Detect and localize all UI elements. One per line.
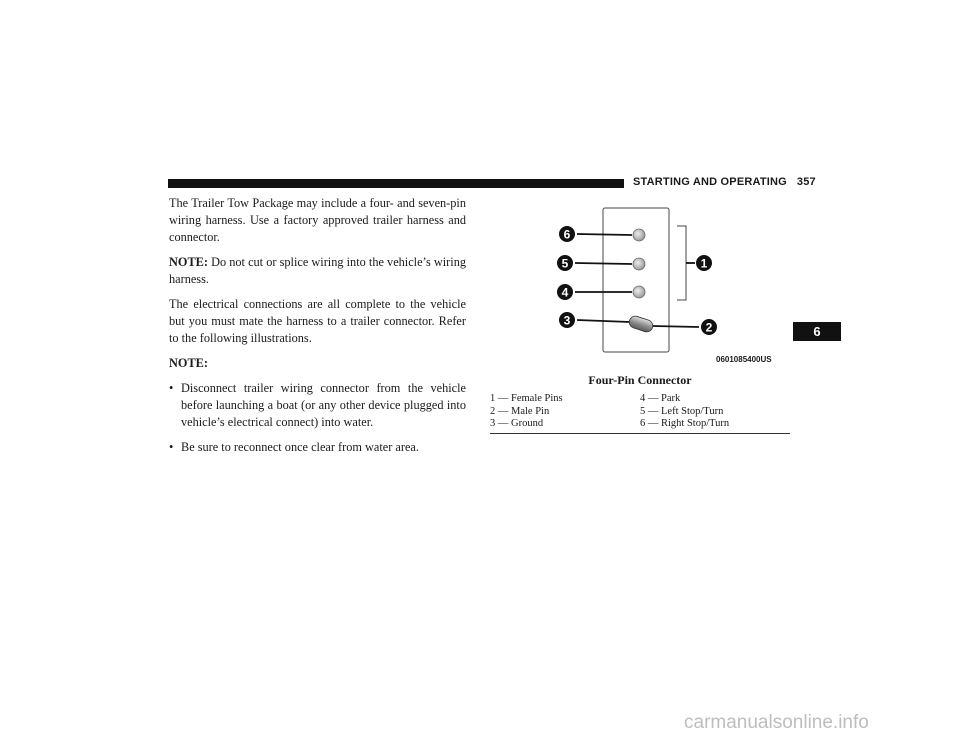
list-item <box>169 380 466 431</box>
leader-2 <box>653 326 699 327</box>
legend-item: 1 — Female Pins <box>490 393 563 404</box>
callout-2: 2 <box>705 320 713 335</box>
legend-item: 3 — Ground <box>490 418 544 429</box>
note-label: NOTE: <box>169 255 208 269</box>
bullet-list <box>169 380 466 456</box>
note-text: Do not cut or splice wiring into the vehicle’s wiring harness. <box>169 255 466 286</box>
bullet-text: Be sure to reconnect once clear from water area. <box>181 440 419 454</box>
note-heading: NOTE: <box>169 356 208 370</box>
bullet-icon: • <box>169 381 174 395</box>
legend-item: 6 — Right Stop/Turn <box>640 418 730 429</box>
leader-6 <box>577 234 632 235</box>
leader-5 <box>575 263 632 264</box>
watermark: carmanualsonline.info <box>684 712 869 733</box>
legend-item: 2 — Male Pin <box>490 405 550 417</box>
female-pins-bracket <box>677 226 686 300</box>
callout-3: 3 <box>563 313 571 328</box>
connector-illustration <box>490 198 790 370</box>
connection-paragraph: The electrical connections are all complete to the vehicle but you must mate the harness to a trailer connector. Refer to the following illustrations. <box>169 297 466 345</box>
figure-legend <box>490 393 790 434</box>
intro-paragraph: The Trailer Tow Package may include a four- and seven-pin wiring harness. Use a factory approved trailer harness and connector. <box>169 196 466 244</box>
pin-right-stop-turn <box>633 229 645 241</box>
figure-caption: Four-Pin Connector <box>588 373 692 387</box>
chapter-tab: 6 <box>793 322 841 341</box>
callout-6: 6 <box>563 227 571 242</box>
bullet-icon: • <box>169 440 174 454</box>
running-header <box>633 176 816 188</box>
male-ground-pin <box>628 315 655 334</box>
bullet-text: Disconnect trailer wiring connector from the vehicle before launching a boat (or any other device plugged into vehicle’s electrical connect) into water. <box>181 381 466 429</box>
figure-code: 0601085400US <box>716 355 772 364</box>
note-paragraph <box>169 254 466 288</box>
body-text <box>169 195 466 464</box>
callout-4: 4 <box>561 285 569 300</box>
list-item <box>169 439 466 456</box>
legend-row <box>490 406 790 419</box>
legend-item: 4 — Park <box>640 393 681 404</box>
legend-row <box>490 418 790 431</box>
legend-row <box>490 393 790 406</box>
callout-1: 1 <box>700 256 708 271</box>
section-title: STARTING AND OPERATING <box>633 176 787 188</box>
connector-diagram <box>490 198 790 370</box>
pin-left-stop-turn <box>633 258 645 270</box>
callout-5: 5 <box>561 256 569 271</box>
legend-item: 5 — Left Stop/Turn <box>640 405 724 417</box>
leader-3 <box>577 320 630 322</box>
header-rule <box>168 179 624 188</box>
page-number: 357 <box>796 176 816 188</box>
pin-park <box>633 286 645 298</box>
